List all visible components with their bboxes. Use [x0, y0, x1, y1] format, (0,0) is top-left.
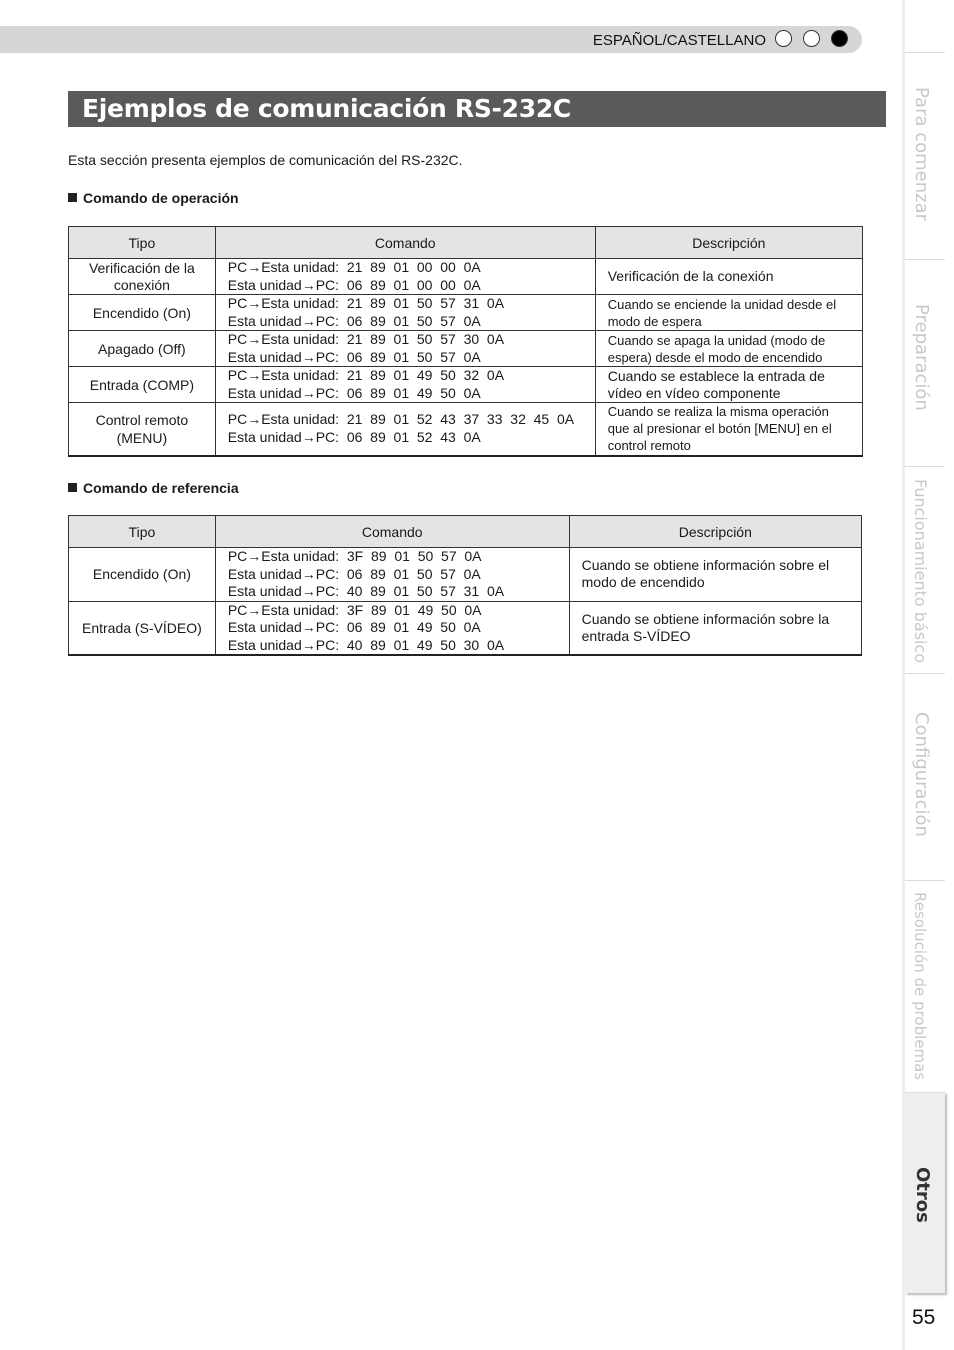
- command-cell: [215, 601, 569, 655]
- tab-label: Otros: [912, 1167, 933, 1223]
- table-row: [69, 259, 863, 295]
- tipo-cell: Verificación de la conexión: [69, 259, 216, 295]
- description-cell: Cuando se enciende la unidad desde el modo de espera: [595, 295, 862, 331]
- command-line: Esta unidad→PC: 06 89 01 52 43 0A: [227, 428, 481, 445]
- bullet-square-icon: [68, 483, 77, 492]
- tipo-cell: Encendido (On): [69, 295, 216, 331]
- command-line: PC→Esta unidad: 21 89 01 52 43 37 33 32 45 0A: [227, 411, 575, 428]
- command-line: Esta unidad→PC: 06 89 01 00 00 0A: [227, 276, 481, 293]
- column-header-tipo: Tipo: [69, 227, 216, 259]
- column-header-descripcion: Descripción: [595, 227, 862, 259]
- language-bar: [0, 26, 862, 53]
- language-indicator-empty-icon: [775, 30, 792, 47]
- page-number: 55: [912, 1306, 936, 1329]
- tab-para-comenzar[interactable]: [905, 52, 945, 258]
- column-header-comando: Comando: [215, 227, 595, 259]
- tab-preparacion[interactable]: [905, 259, 945, 465]
- table-row: [69, 367, 863, 403]
- page-title: Ejemplos de comunicación RS-232C: [82, 94, 571, 123]
- description-cell: Cuando se realiza la misma operación que al presionar el botón [MENU] en el control remoto: [595, 403, 862, 456]
- tab-funcionamiento-basico[interactable]: [905, 466, 945, 672]
- command-cell: [215, 295, 595, 331]
- tab-label: Para comenzar: [911, 87, 932, 222]
- command-line: PC→Esta unidad: 21 89 01 50 57 30 0A: [227, 331, 505, 347]
- reference-heading: [68, 480, 239, 496]
- language-label: ESPAÑOL/CASTELLANO: [592, 32, 766, 49]
- language-indicator-filled-icon: [831, 30, 848, 47]
- intro-text: Esta sección presenta ejemplos de comunicación del RS-232C.: [68, 152, 463, 168]
- command-line: Esta unidad→PC: 06 89 01 50 57 0A: [227, 565, 481, 582]
- command-line: Esta unidad→PC: 40 89 01 50 57 31 0A: [227, 583, 505, 599]
- command-cell: [215, 367, 595, 403]
- table-row: [69, 601, 862, 655]
- command-line: PC→Esta unidad: 21 89 01 00 00 0A: [227, 259, 481, 275]
- command-line: PC→Esta unidad: 21 89 01 50 57 31 0A: [227, 295, 505, 311]
- description-cell: Cuando se apaga la unidad (modo de espera) desde el modo de encendido: [595, 331, 862, 367]
- command-line: Esta unidad→PC: 06 89 01 49 50 0A: [227, 384, 481, 401]
- tab-otros[interactable]: [905, 1092, 945, 1293]
- tab-label: Preparación: [911, 304, 932, 411]
- table-row: [69, 331, 863, 367]
- section-title-bar: [68, 91, 886, 127]
- description-cell: Cuando se obtiene información sobre el modo de encendido: [569, 548, 861, 602]
- tipo-cell: Encendido (On): [69, 548, 216, 602]
- operation-heading-label: Comando de operación: [83, 190, 239, 206]
- command-line: Esta unidad→PC: 06 89 01 50 57 0A: [227, 312, 481, 329]
- command-cell: [215, 548, 569, 602]
- description-cell: Cuando se establece la entrada de vídeo en vídeo componente: [595, 367, 862, 403]
- command-line: PC→Esta unidad: 21 89 01 49 50 32 0A: [227, 367, 505, 383]
- reference-heading-label: Comando de referencia: [83, 480, 239, 496]
- tipo-cell: Apagado (Off): [69, 331, 216, 367]
- tab-label: Resolución de problemas: [911, 892, 929, 1081]
- tipo-cell: Entrada (COMP): [69, 367, 216, 403]
- column-header-descripcion: Descripción: [569, 516, 861, 548]
- column-header-tipo: Tipo: [69, 516, 216, 548]
- operation-table: [68, 226, 863, 457]
- tipo-cell: Control remoto (MENU): [69, 403, 216, 456]
- operation-heading: [68, 190, 239, 206]
- table-row: [69, 548, 862, 602]
- reference-table: [68, 515, 862, 656]
- table-header-row: [69, 516, 862, 548]
- command-line: PC→Esta unidad: 3F 89 01 49 50 0A: [227, 601, 482, 618]
- command-line: Esta unidad→PC: 06 89 01 50 57 0A: [227, 348, 481, 365]
- tab-resolucion-de-problemas[interactable]: [905, 880, 945, 1086]
- table-row: [69, 403, 863, 456]
- tab-label: Configuración: [911, 712, 932, 837]
- command-line: PC→Esta unidad: 3F 89 01 50 57 0A: [227, 548, 482, 564]
- language-indicator-empty-icon: [803, 30, 820, 47]
- chapter-sidebar: [897, 0, 954, 1350]
- description-cell: Verificación de la conexión: [595, 259, 862, 295]
- command-cell: [215, 403, 595, 456]
- column-header-comando: Comando: [215, 516, 569, 548]
- command-line: Esta unidad→PC: 40 89 01 49 50 30 0A: [227, 636, 505, 653]
- tab-label: Funcionamiento básico: [911, 479, 930, 664]
- table-header-row: [69, 227, 863, 259]
- command-line: Esta unidad→PC: 06 89 01 49 50 0A: [227, 619, 481, 635]
- bullet-square-icon: [68, 193, 77, 202]
- tab-configuracion[interactable]: [905, 673, 945, 879]
- table-row: [69, 295, 863, 331]
- tipo-cell: Entrada (S-VÍDEO): [69, 601, 216, 655]
- description-cell: Cuando se obtiene información sobre la entrada S-VÍDEO: [569, 601, 861, 655]
- command-cell: [215, 259, 595, 295]
- command-cell: [215, 331, 595, 367]
